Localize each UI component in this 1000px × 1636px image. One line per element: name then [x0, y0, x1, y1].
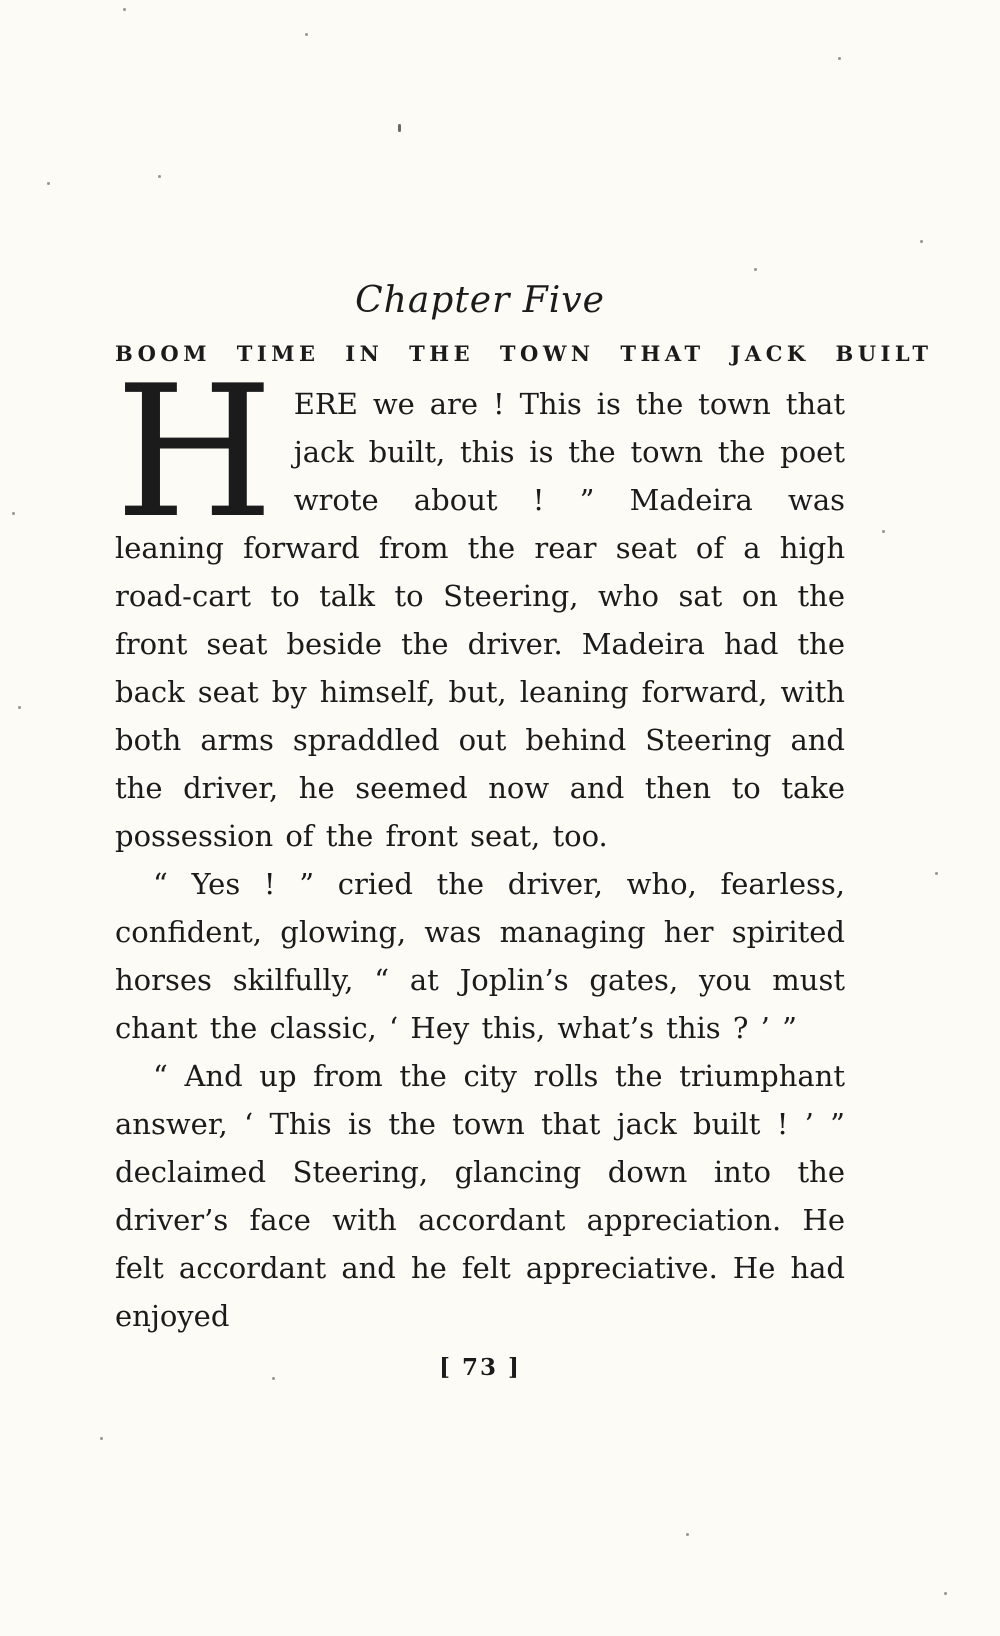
paper-speck [398, 124, 401, 132]
paper-speck [100, 1437, 103, 1440]
paper-speck [123, 8, 126, 11]
paragraph: “ Yes ! ” cried the driver, who, fearless, confident, glowing, was managing her spirited horses skilfully, “ at Joplin’s gates, you must chant the classic, ‘ Hey this, what’s this ? ’ ” [115, 867, 845, 1045]
page-number: [ 73 ] [439, 1354, 521, 1381]
paper-speck [920, 240, 923, 243]
paragraph-text: ERE we are ! This is the town that jack built, this is the town the poet wrote about ! ” Madeira was leaning forward from the rear seat of a high road-cart to talk to Steering, who sat on the front seat beside the driver. Madeira had the back seat by himself, but, leaning forward, with both arms spraddled out behind Steering and the driver, he seemed now and then to take possession of the front seat, too. [115, 387, 845, 853]
paper-speck [158, 175, 161, 178]
paper-speck [12, 512, 15, 515]
paper-speck [944, 1592, 947, 1595]
paper-speck [838, 57, 841, 60]
drop-cap: H [115, 346, 274, 558]
paper-speck [686, 1533, 689, 1536]
paper-speck [272, 1377, 275, 1380]
paper-speck [882, 530, 885, 533]
paper-speck [47, 182, 50, 185]
paper-speck [935, 872, 938, 875]
paragraph: “ And up from the city rolls the triumphant answer, ‘ This is the town that jack built ! ’ ” declaimed Steering, glancing down into the driver’s face with accordant appreciation. He felt accordant and he felt appreciative. He had enjoyed [115, 1059, 845, 1333]
paper-speck [305, 33, 308, 36]
paper-speck [18, 706, 21, 709]
paper-speck [754, 268, 757, 271]
chapter-heading: BOOM TIME IN THE TOWN THAT JACK BUILT [115, 341, 933, 366]
chapter-title: Chapter Five [355, 280, 605, 321]
